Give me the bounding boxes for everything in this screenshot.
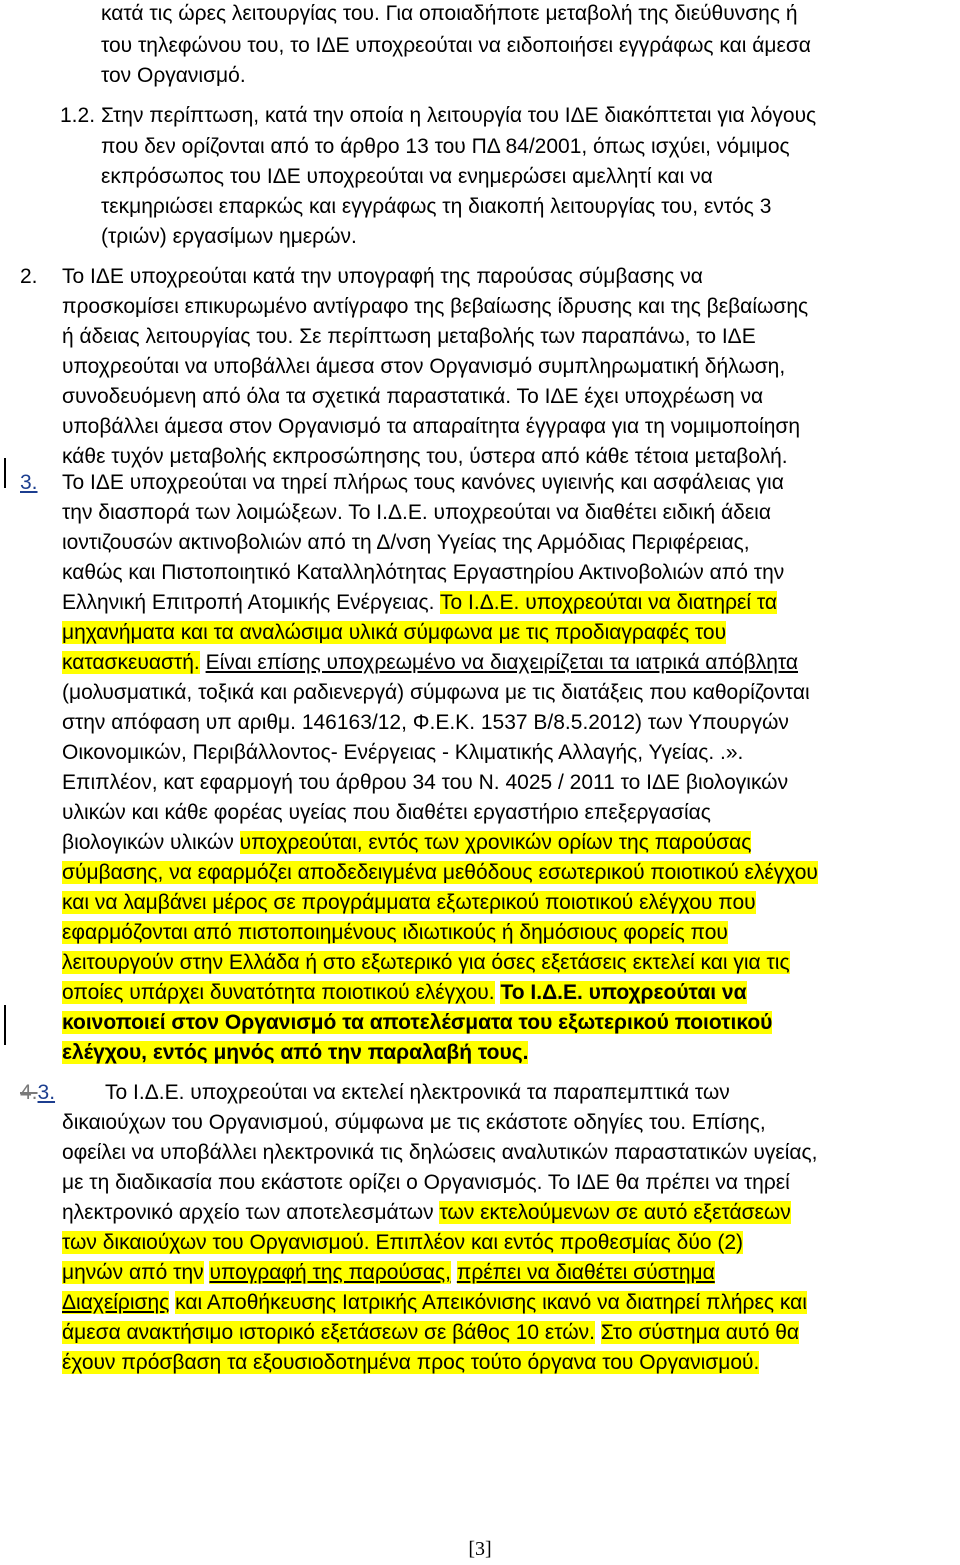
text-line: υλικών και κάθε φορέας υγείας που διαθέτει εργαστήριο επεξεργασίας	[62, 801, 711, 824]
text-line	[62, 860, 818, 886]
text-line	[62, 1320, 799, 1346]
text-line: που δεν ορίζονται από το άρθρο 13 του ΠΔ 84/2001, όπως ισχύει, νόμιμος	[101, 135, 790, 158]
highlighted-text: οποίες υπάρχει δυνατότητα ποιοτικού ελέγχου.	[62, 981, 495, 1004]
text-line	[62, 1260, 715, 1286]
text-line	[62, 1010, 772, 1036]
highlighted-text: και Αποθήκευσης Ιατρικής Απεικόνισης ικανό να διατηρεί πλήρες και	[175, 1291, 807, 1314]
text-line: ή άδειας λειτουργίας του. Σε περίπτωση μεταβολής των παραπάνω, το ΙΔΕ	[62, 325, 756, 348]
inserted-number: 3.	[37, 1081, 56, 1104]
text-line: ηλεκτρονικό αρχείο των αποτελεσμάτων των εκτελούμενων σε αυτό εξετάσεων	[62, 1201, 791, 1224]
text-line: Το Ι.Δ.Ε. υποχρεούται να εκτελεί ηλεκτρονικά τα παραπεμπτικά των	[105, 1081, 730, 1104]
change-bar	[4, 458, 6, 488]
text-line: υποβάλλει άμεσα στον Οργανισμό τα απαραίτητα έγγραφα για τη νομιμοποίηση	[62, 415, 801, 438]
highlighted-bold-text: κοινοποιεί στον Οργανισμό τα αποτελέσματα του εξωτερικού ποιοτικού	[62, 1011, 773, 1034]
text-line: συνοδευόμενη από όλα τα σχετικά παραστατικά. Το ΙΔΕ έχει υποχρέωση να	[62, 385, 764, 408]
text-line: τον Οργανισμό.	[101, 64, 246, 87]
text-line: υποχρεούται να υποβάλλει άμεσα στον Οργανισμό συμπληρωματική δήλωση,	[62, 355, 786, 378]
highlighted-text: Στο σύστημα αυτό θα	[600, 1321, 800, 1344]
text-line	[62, 950, 790, 976]
text-line	[62, 1230, 743, 1256]
text-line: ιοντιζουσών ακτινοβολιών από τη Δ/νση Υγείας της Αρμόδιας Περιφέρειας,	[62, 531, 750, 554]
text-line	[62, 650, 798, 676]
underlined-text: Είναι επίσης υποχρεωμένο να διαχειρίζεται τα ιατρικά απόβλητα	[205, 651, 799, 674]
text-line: κατά τις ώρες λειτουργίας του. Για οποιαδήποτε μεταβολή της διεύθυνσης ή	[101, 2, 798, 25]
highlighted-bold-text: ελέγχου, εντός μηνός από την παραλαβή τους.	[62, 1041, 529, 1064]
underlined-highlighted-text: υπογραφή της παρούσας,	[209, 1261, 451, 1284]
text-line: βιολογικών υλικών υποχρεούται, εντός των χρονικών ορίων της παρούσας	[62, 831, 752, 854]
text-line: Το ΙΔΕ υποχρεούται κατά την υπογραφή της παρούσας σύμβασης να	[62, 265, 703, 288]
underlined-highlighted-text: Διαχείρισης	[62, 1291, 170, 1314]
text-line: Ελληνική Επιτροπή Ατομικής Ενέργειας. Το Ι.Δ.Ε. υποχρεούται να διατηρεί τα	[62, 591, 778, 614]
highlighted-text: μηχανήματα και τα αναλώσιμα υλικά σύμφωνα με τις προδιαγραφές του	[62, 621, 727, 644]
highlighted-text: υποχρεούται, εντός των χρονικών ορίων της παρούσας	[239, 831, 752, 854]
highlighted-text: και να λαμβάνει μέρος σε προγράμματα εξωτερικού ποιοτικού ελέγχου που	[62, 891, 756, 914]
text-line: Στην περίπτωση, κατά την οποία η λειτουργία του ΙΔΕ διακόπτεται για λόγους	[101, 104, 817, 127]
text-line	[62, 1350, 759, 1376]
highlighted-text: σύμβασης, να εφαρμόζει αποδεδειγμένα μεθόδους εσωτερικού ποιοτικού ελέγχου	[62, 861, 818, 884]
highlighted-text: λειτουργούν στην Ελλάδα ή στο εξωτερικό για όσες εξετάσεις εκτελεί και για τις	[62, 951, 790, 974]
highlighted-text: άμεσα ανακτήσιμο ιστορικό εξετάσεων σε βάθος 10 ετών.	[62, 1321, 595, 1344]
text-line: Επιπλέον, κατ εφαρμογή του άρθρου 34 του Ν. 4025 / 2011 το ΙΔΕ βιολογικών	[62, 771, 789, 794]
text-line	[62, 890, 756, 916]
highlighted-text: των δικαιούχων του Οργανισμού. Επιπλέον και εντός προθεσμίας δύο (2)	[62, 1231, 743, 1254]
paragraph-number-revised	[20, 1080, 55, 1106]
highlighted-text: των εκτελούμενων σε αυτό εξετάσεων	[439, 1201, 791, 1224]
subparagraph-number: 1.2.	[60, 104, 96, 127]
text-line: κάθε τυχόν μεταβολής εκπροσώπησης του, ύστερα από κάθε τέτοια μεταβολή.	[62, 445, 788, 468]
text-line: (τριών) εργασίμων ημερών.	[101, 225, 357, 248]
text-line	[62, 980, 747, 1006]
text-line: Το ΙΔΕ υποχρεούται να τηρεί πλήρως τους κανόνες υγιεινής και ασφάλειας για	[62, 471, 784, 494]
text-line: με τη διαδικασία που εκάστοτε ορίζει ο Οργανισμός. Το ΙΔΕ θα πρέπει να τηρεί	[62, 1171, 790, 1194]
change-bar	[4, 1005, 6, 1045]
highlighted-text: μηνών από την	[62, 1261, 204, 1284]
text-line: Οικονομικών, Περιβάλλοντος- Ενέργειας - Κλιματικής Αλλαγής, Υγείας. .».	[62, 741, 744, 764]
text-line: του τηλεφώνου του, το ΙΔΕ υποχρεούται να ειδοποιήσει εγγράφως και άμεσα	[101, 34, 811, 57]
deleted-number: 4.	[20, 1081, 38, 1104]
paragraph-number: 2.	[20, 265, 38, 288]
text-line	[62, 1290, 807, 1316]
highlighted-bold-text: Το Ι.Δ.Ε. υποχρεούται να	[500, 981, 747, 1004]
paragraph-number-revised: 3.	[20, 471, 38, 494]
text-line: στην απόφαση υπ αριθμ. 146163/12, Φ.Ε.Κ. 1537 Β/8.5.2012) των Υπουργών	[62, 711, 789, 734]
text-line: τεκμηριώσει επαρκώς και εγγράφως τη διακοπή λειτουργίας του, εντός 3	[101, 195, 772, 218]
text-line: καθώς και Πιστοποιητικό Καταλληλότητας Εργαστηρίου Ακτινοβολιών από την	[62, 561, 785, 584]
text-line: προσκομίσει επικυρωμένο αντίγραφο της βεβαίωσης ίδρυσης και της βεβαίωσης	[62, 295, 809, 318]
text-line	[62, 920, 728, 946]
highlighted-text: κατασκευαστή.	[62, 651, 200, 674]
text-line	[62, 1040, 528, 1066]
text-line: δικαιούχων του Οργανισμού, σύμφωνα με τις εκάστοτε οδηγίες του. Επίσης,	[62, 1111, 766, 1134]
highlighted-text: έχουν πρόσβαση τα εξουσιοδοτημένα προς τούτο όργανα του Οργανισμού.	[62, 1351, 760, 1374]
page-number: [3]	[468, 1538, 492, 1560]
highlighted-text: Το Ι.Δ.Ε. υποχρεούται να διατηρεί τα	[439, 591, 778, 614]
text-line	[62, 620, 726, 646]
text-line: την διασπορά των λοιμώξεων. Το Ι.Δ.Ε. υποχρεούται να διαθέτει ειδική άδεια	[62, 501, 771, 524]
text-line: εκπρόσωπος του ΙΔΕ υποχρεούται να ενημερώσει αμελλητί και να	[101, 165, 713, 188]
text-line: (μολυσματικά, τοξικά και ραδιενεργά) σύμφωνα με τις διατάξεις που καθορίζονται	[62, 681, 810, 704]
text-line: οφείλει να υποβάλλει ηλεκτρονικά τις δηλώσεις αναλυτικών παραστατικών υγείας,	[62, 1141, 818, 1164]
highlighted-text: εφαρμόζονται από πιστοποιημένους ιδιωτικούς ή δημόσιους φορείς που	[62, 921, 728, 944]
underlined-highlighted-text: πρέπει να διαθέτει σύστημα	[456, 1261, 715, 1284]
